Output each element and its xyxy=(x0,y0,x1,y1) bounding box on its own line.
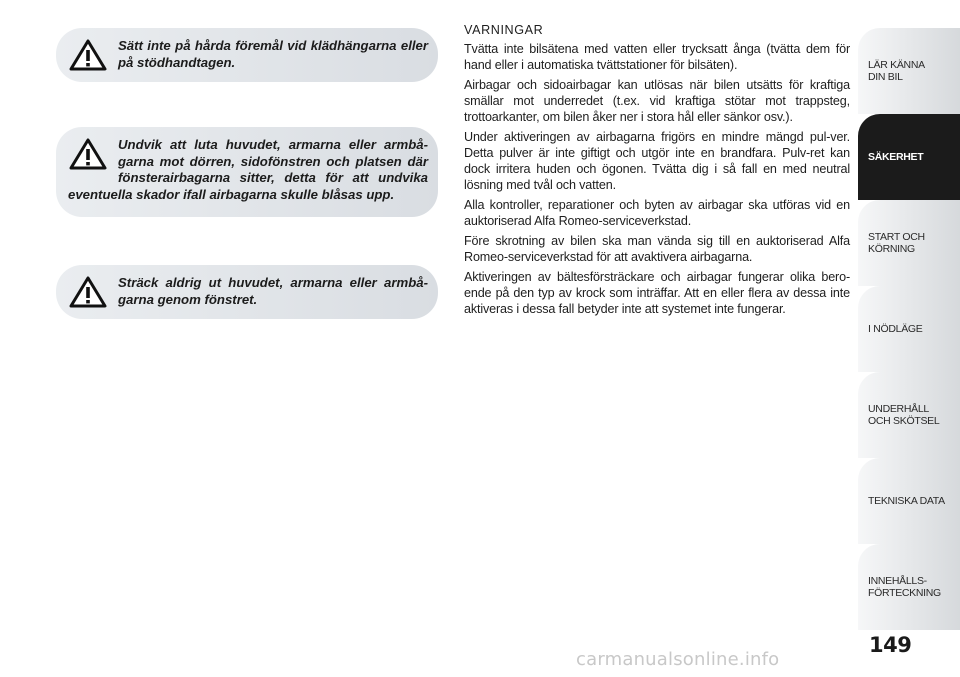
watermark: carmanualsonline.info xyxy=(576,649,780,670)
tab-innehallsforteckning[interactable]: INNEHÅLLS- FÖRTECKNING xyxy=(858,544,960,630)
main-content xyxy=(464,22,850,321)
paragraph: Före skrotning av bilen ska man vända sig till en auktoriserad Alfa Romeo-serviceverkstad för att avaktivera airbagarna. xyxy=(464,234,850,264)
warning-triangle-icon xyxy=(68,275,114,311)
warning-box-3 xyxy=(56,265,438,319)
paragraph: Aktiveringen av bältesförsträckare och airbagar fungerar olika bero-ende på den typ av krock som inträffar. Att en eller flera av dessa inte aktiveras i dessa fall betyder inte att systemet inte fungerar. xyxy=(464,270,850,316)
paragraph: Airbagar och sidoairbagar kan utlösas när bilen utsätts för kraftiga smällar mot underredet (t.ex. vid kraftiga stötar mot trappsteg, trottoarkanter, om bilen åker ner i stora hål eller sänkor osv.). xyxy=(464,78,850,124)
warning-text-1: Sätt inte på hårda föremål vid klädhängarna eller på stödhandtagen. xyxy=(118,38,428,70)
paragraph: Tvätta inte bilsätena med vatten eller trycksatt ånga (tvätta dem för hand eller i automatiska tvättstationer för bilsäten). xyxy=(464,42,850,72)
section-heading: VARNINGAR xyxy=(464,23,544,37)
tab-tekniska-data[interactable]: TEKNISKA DATA xyxy=(858,458,960,544)
tab-start-och-korning[interactable]: START OCH KÖRNING xyxy=(858,200,960,286)
tab-lar-kanna-din-bil[interactable]: LÄR KÄNNA DIN BIL xyxy=(858,28,960,114)
tab-sakerhet[interactable]: SÄKERHET xyxy=(858,114,960,200)
warning-text-2: Undvik att luta huvudet, armarna eller armbå-garna mot dörren, sidofönstren och platsen där fönsterairbagarna sitter, detta för att undvika eventuella skador ifall airbagarna skulle blåsas upp. xyxy=(68,137,428,202)
tab-underhall-och-skotsel[interactable]: UNDERHÅLL OCH SKÖTSEL xyxy=(858,372,960,458)
tab-i-nodlage[interactable]: I NÖDLÄGE xyxy=(858,286,960,372)
warning-box-1 xyxy=(56,28,438,82)
warning-box-2 xyxy=(56,127,438,217)
paragraph: Under aktiveringen av airbagarna frigörs en mindre mängd pul-ver. Detta pulver är inte giftigt och utgör inte en brandfara. Pulv-ret kan dock irritera huden och ögonen. Tvätta dig i så fall en med neutral lösning med tvål och vatten. xyxy=(464,130,850,192)
page-number: 149 xyxy=(869,633,912,657)
paragraph: Alla kontroller, reparationer och byten av airbagar ska utföras vid en auktoriserad Alfa Romeo-serviceverkstad. xyxy=(464,198,850,228)
warning-triangle-icon xyxy=(68,137,114,173)
warning-text-3: Sträck aldrig ut huvudet, armarna eller armbå-garna genom fönstret. xyxy=(118,275,428,307)
warning-triangle-icon xyxy=(68,38,114,74)
